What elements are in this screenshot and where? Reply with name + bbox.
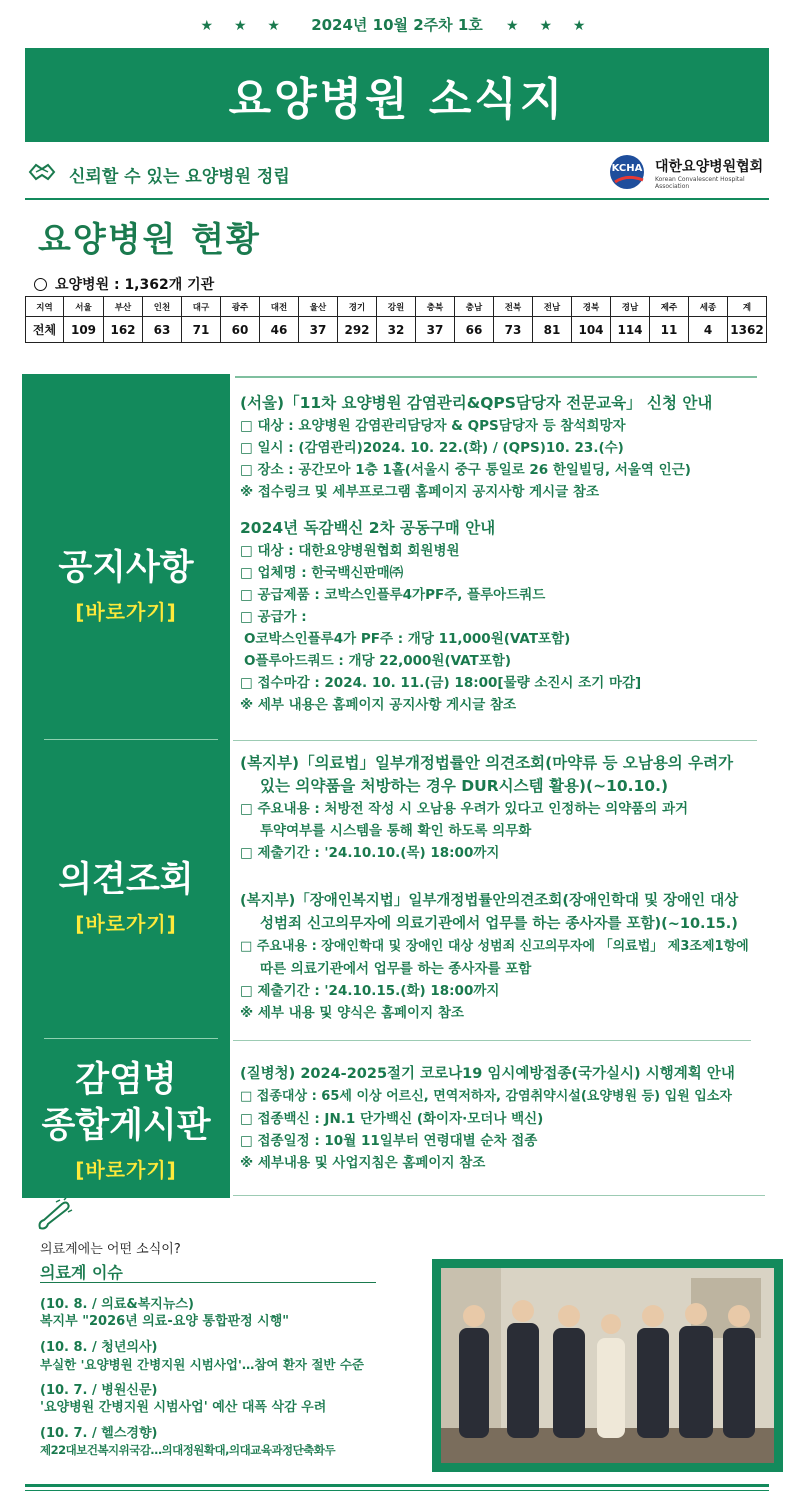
- news-headline[interactable]: '요양병원 간병지원 시범사업' 예산 대폭 삭감 우려: [40, 1400, 327, 1415]
- news-headline[interactable]: 부실한 '요양병원 간병지원 시범사업'…참여 환자 절반 수준: [40, 1357, 364, 1372]
- top-divider: [235, 376, 757, 378]
- hospital-count: [34, 274, 214, 294]
- table-cell: 60: [221, 317, 260, 343]
- opinion-item: [240, 752, 785, 864]
- infection-label-1: 감염병: [75, 1060, 177, 1100]
- table-cell: 11: [650, 317, 689, 343]
- table-header-cell: 전북: [494, 297, 533, 317]
- news-source: (10. 7. / 헬스경향): [40, 1426, 158, 1441]
- status-heading: 요양병원 현황: [38, 220, 261, 260]
- notice-line: Ο플루아드쿼드 : 개당 22,000원(VAT포함): [244, 653, 512, 669]
- table-header-cell: 대구: [182, 297, 221, 317]
- news-item[interactable]: [40, 1425, 430, 1459]
- newsletter-title: 요양병원 소식지: [228, 74, 566, 125]
- table-cell: 81: [533, 317, 572, 343]
- opinion-item-title[interactable]: 있는 의약품을 처방하는 경우 DUR시스템 활용)(~10.10.): [260, 777, 669, 795]
- title-banner: [25, 48, 769, 142]
- notice-item: [240, 517, 785, 716]
- notice-line: ※ 세부 내용은 홈페이지 공지사항 게시글 참조: [240, 697, 517, 713]
- issue-number: 2024년 10월 2주차 1호: [311, 16, 483, 34]
- opinion-line: 따른 의료기관에서 업무를 하는 종사자를 포함: [260, 961, 532, 977]
- table-header-cell: 부산: [104, 297, 143, 317]
- notice-label: 공지사항: [58, 548, 194, 588]
- footer-line: [25, 1484, 769, 1487]
- table-cell: 63: [143, 317, 182, 343]
- circle-bullet-icon: [34, 278, 47, 291]
- org-name-ko: 대한요양병원협회: [655, 159, 764, 175]
- table-header-cell: 지역: [26, 297, 64, 317]
- opinion-item-title[interactable]: (복지부)「장애인복지법」일부개정법률안의견조회(장애인학대 및 장애인 대상: [240, 893, 739, 909]
- table-cell: 46: [260, 317, 299, 343]
- left-divider: [44, 1038, 218, 1039]
- infection-label-2: 종합게시판: [41, 1106, 211, 1146]
- notice-line: □ 공급가 :: [240, 609, 307, 625]
- opinion-line: 투약여부를 시스템을 통해 확인 하도록 의무화: [260, 823, 532, 839]
- news-source: (10. 8. / 의료&복지뉴스): [40, 1297, 194, 1312]
- table-row: [26, 317, 767, 343]
- table-header-cell: 경기: [338, 297, 377, 317]
- table-cell: 109: [64, 317, 104, 343]
- notice-line: □ 대상 : 대한요양병원협회 회원병원: [240, 543, 460, 559]
- news-item[interactable]: [40, 1296, 430, 1330]
- table-header-cell: 계: [728, 297, 767, 317]
- table-cell: 1362: [728, 317, 767, 343]
- slogan-divider: [25, 198, 769, 200]
- left-divider: [44, 739, 218, 740]
- stars-left-icon: ★ ★ ★: [200, 18, 288, 34]
- table-header-cell: 광주: [221, 297, 260, 317]
- news-headline[interactable]: 복지부 "2026년 의료-요양 통합판정 시행": [40, 1314, 290, 1329]
- table-cell: 71: [182, 317, 221, 343]
- table-cell: 66: [455, 317, 494, 343]
- notice-item-title[interactable]: (서울)「11차 요양병원 감염관리&QPS담당자 전문교육」 신청 안내: [240, 394, 713, 412]
- table-header-cell: 전남: [533, 297, 572, 317]
- opinion-label: 의견조회: [58, 860, 194, 900]
- right-divider: [233, 740, 757, 741]
- table-header-cell: 서울: [64, 297, 104, 317]
- hospital-count-text: 요양병원 : 1,362개 기관: [55, 277, 215, 293]
- news-headline[interactable]: 제22대보건복지위국감…의대정원확대,의대교육과정단축화두: [40, 1443, 336, 1457]
- slogan-text: 신뢰할 수 있는 요양병원 정립: [69, 167, 290, 187]
- infection-line: ※ 세부내용 및 사업지침은 홈페이지 참조: [240, 1155, 486, 1171]
- table-cell: 292: [338, 317, 377, 343]
- notice-line: □ 공급제품 : 코박스인플루4가PF주, 플루아드쿼드: [240, 587, 546, 603]
- handshake-icon: [27, 160, 57, 184]
- table-header-cell: 제주: [650, 297, 689, 317]
- infection-item: [240, 1063, 785, 1174]
- notice-line: □ 일시 : (감염관리)2024. 10. 22.(화) / (QPS)10. 23.(수): [240, 440, 624, 456]
- notice-line: □ 대상 : 요양병원 감염관리담당자 & QPS담당자 등 참석희망자: [240, 418, 626, 434]
- news-item[interactable]: [40, 1339, 430, 1373]
- group-photo-image: [441, 1268, 774, 1463]
- infection-line: □ 접종대상 : 65세 이상 어르신, 면역저하자, 감염취약시설(요양병원 등) 입원 입소자: [240, 1089, 732, 1104]
- infection-item-title[interactable]: (질병청) 2024-2025절기 코로나19 임시예방접종(국가실시) 시행계획 안내: [240, 1066, 735, 1082]
- table-cell: 114: [611, 317, 650, 343]
- notice-item: [240, 392, 785, 503]
- issue-header: [0, 14, 794, 35]
- news-source: (10. 8. / 청년의사): [40, 1340, 158, 1355]
- table-header-cell: 대전: [260, 297, 299, 317]
- kcha-logo[interactable]: [599, 152, 769, 192]
- slogan-row: [25, 152, 769, 196]
- table-cell: 전체: [26, 317, 64, 343]
- opinion-line: □ 제출기간 : '24.10.15.(화) 18:00까지: [240, 983, 500, 999]
- notice-link[interactable]: [바로가기]: [75, 600, 177, 624]
- group-photo: [432, 1259, 783, 1472]
- notice-line: □ 장소 : 공간모아 1층 1홀(서울시 중구 통일로 26 한일빌딩, 서울역 인근): [240, 462, 691, 478]
- org-name-en: Korean Convalescent Hospital Association: [655, 176, 745, 190]
- notice-line: □ 접수마감 : 2024. 10. 11.(금) 18:00[물량 소진시 조기 마감]: [240, 675, 642, 691]
- news-source: (10. 7. / 병원신문): [40, 1383, 158, 1398]
- table-header-row: [26, 297, 767, 317]
- notice-line: ※ 접수링크 및 세부프로그램 홈페이지 공지사항 게시글 참조: [240, 484, 600, 500]
- infection-link[interactable]: [바로가기]: [75, 1158, 177, 1182]
- table-header-cell: 충북: [416, 297, 455, 317]
- table-header-cell: 경북: [572, 297, 611, 317]
- table-cell: 104: [572, 317, 611, 343]
- notice-line: Ο코박스인플루4가 PF주 : 개당 11,000원(VAT포함): [244, 631, 571, 647]
- infection-line: □ 접종백신 : JN.1 단가백신 (화이자·모더나 백신): [240, 1111, 544, 1127]
- table-cell: 32: [377, 317, 416, 343]
- opinion-line: □ 주요내용 : 장애인학대 및 장애인 대상 성범죄 신고의무자에 「의료법」 제3조제1항에: [240, 939, 749, 954]
- kcha-logo-icon: [607, 154, 651, 190]
- paintbrush-icon: [34, 1198, 74, 1232]
- news-item[interactable]: [40, 1382, 430, 1416]
- opinion-line: □ 제출기간 : '24.10.10.(목) 18:00까지: [240, 845, 500, 861]
- opinion-line: □ 주요내용 : 처방전 작성 시 오남용 우려가 있다고 인정하는 의약품의 과거: [240, 801, 689, 817]
- kcha-logo-text: KCHA: [611, 163, 643, 174]
- table-cell: 37: [416, 317, 455, 343]
- table-cell: 73: [494, 317, 533, 343]
- table-cell: 162: [104, 317, 143, 343]
- table-header-cell: 울산: [299, 297, 338, 317]
- stars-right-icon: ★ ★ ★: [506, 18, 594, 34]
- notice-item-title[interactable]: 2024년 독감백신 2차 공동구매 안내: [240, 519, 496, 537]
- footer-line: [25, 1490, 769, 1491]
- infection-line: □ 접종일정 : 10월 11일부터 연령대별 순차 접종: [240, 1133, 538, 1149]
- opinion-item-title[interactable]: 성범죄 신고의무자에 의료기관에서 업무를 하는 종사자를 포함)(~10.15.): [260, 916, 738, 932]
- region-stats-table: [25, 296, 767, 343]
- table-cell: 37: [299, 317, 338, 343]
- right-divider: [233, 1195, 765, 1196]
- news-underline: [40, 1282, 376, 1283]
- opinion-link[interactable]: [바로가기]: [75, 912, 177, 936]
- news-title: 의료계 이슈: [40, 1263, 123, 1282]
- table-header-cell: 경남: [611, 297, 650, 317]
- news-intro: 의료계에는 어떤 소식이?: [40, 1242, 181, 1257]
- table-cell: 4: [689, 317, 728, 343]
- table-header-cell: 충남: [455, 297, 494, 317]
- table-header-cell: 강원: [377, 297, 416, 317]
- right-divider: [233, 1040, 751, 1041]
- notice-line: □ 업체명 : 한국백신판매㈜: [240, 565, 404, 581]
- opinion-line: ※ 세부 내용 및 양식은 홈페이지 참조: [240, 1005, 464, 1021]
- table-header-cell: 세종: [689, 297, 728, 317]
- opinion-item-title[interactable]: (복지부)「의료법」일부개정법률안 의견조회(마약류 등 오남용의 우려가: [240, 754, 734, 772]
- table-header-cell: 인천: [143, 297, 182, 317]
- opinion-item: [240, 890, 785, 1024]
